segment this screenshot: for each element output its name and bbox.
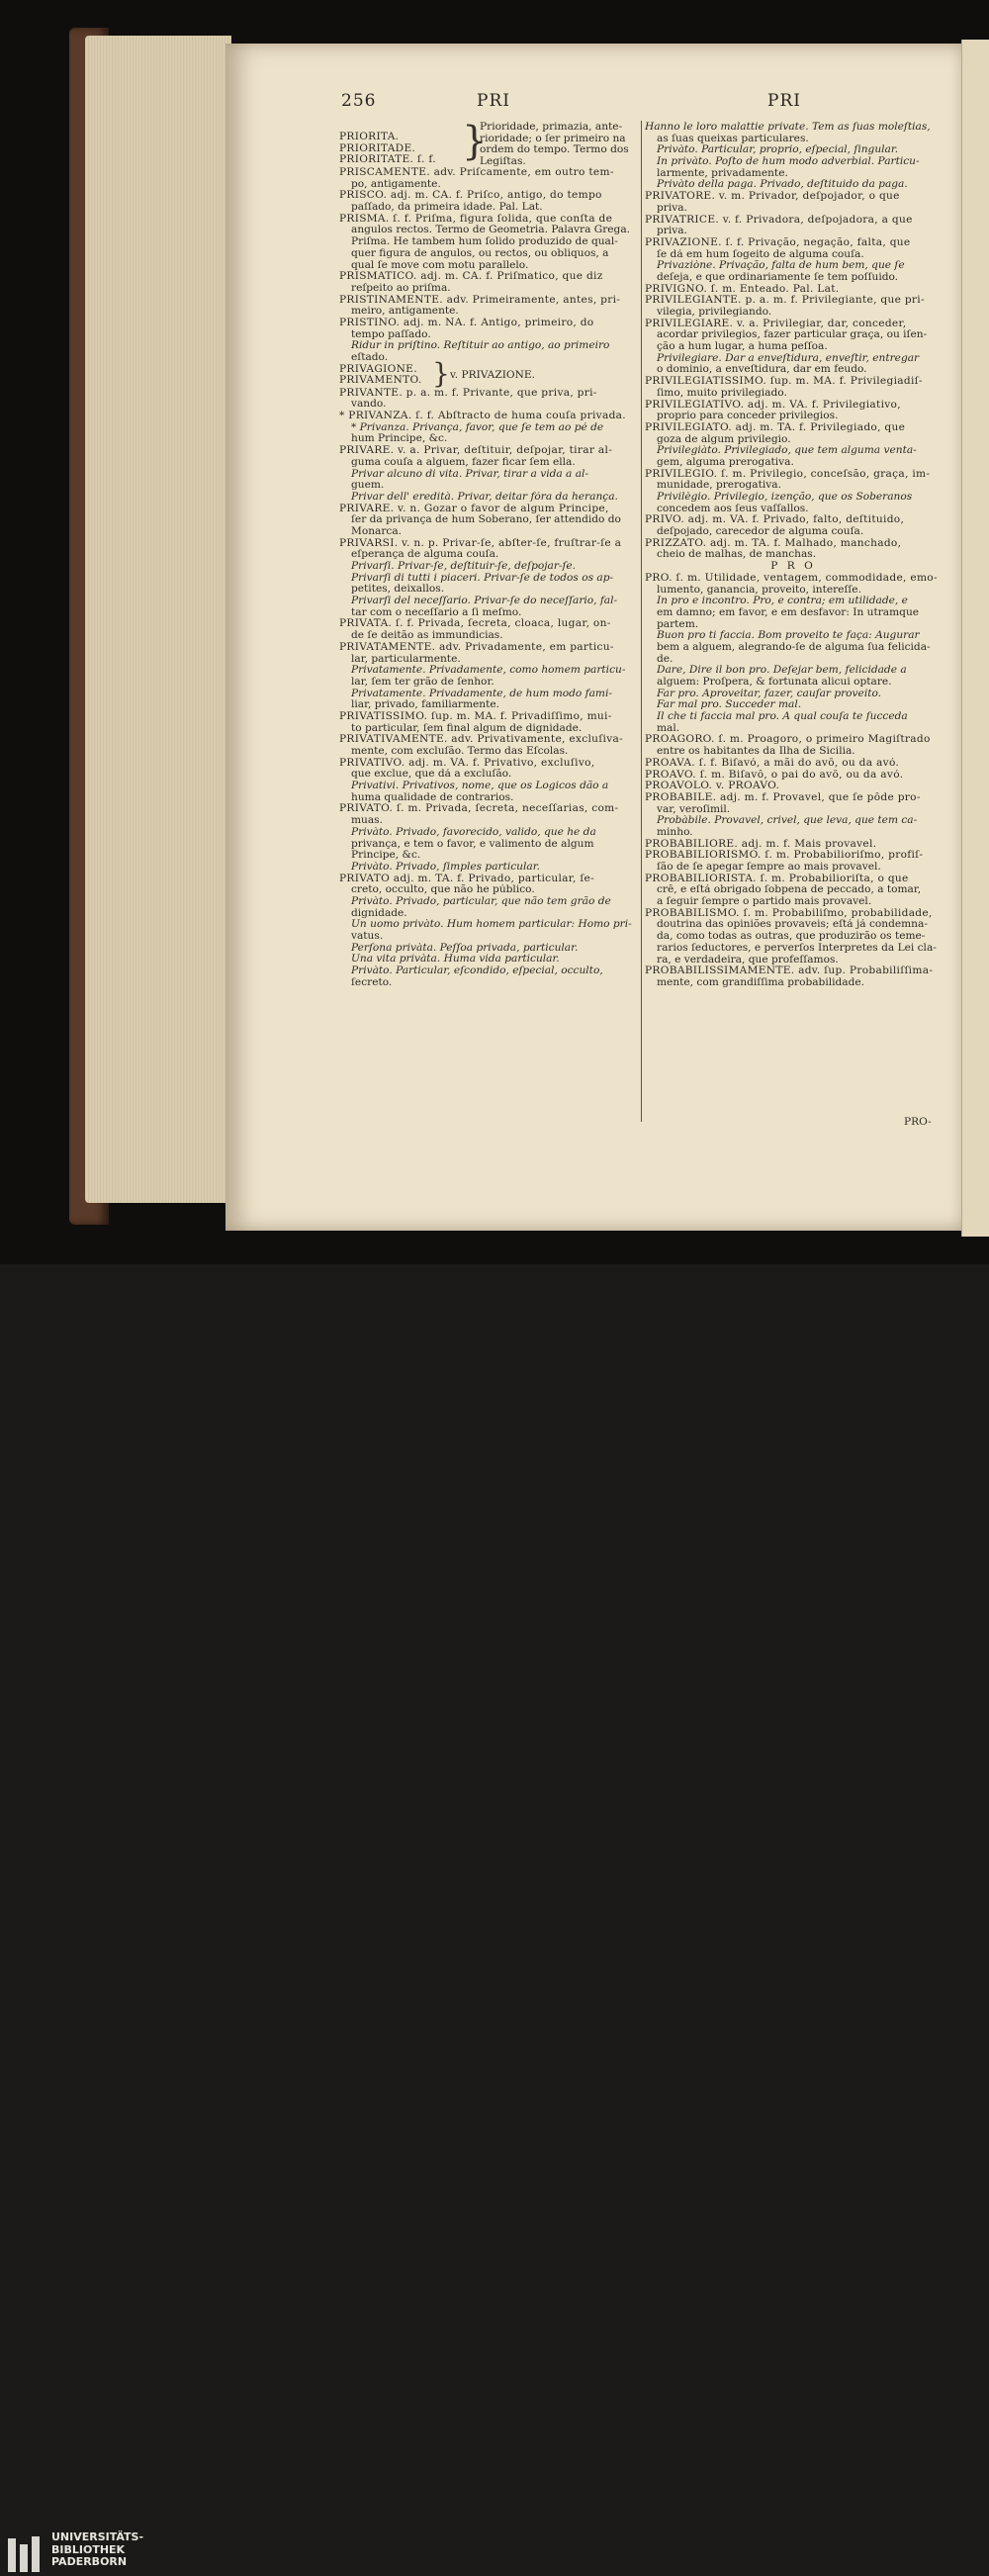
entry-line: PRIVATORE. v. m. Privador, deſpojador, o que — [645, 191, 900, 203]
entry-line: cheio de malhas, de manchas. — [657, 549, 817, 561]
entry-line: PRISCAMENTE. adv. Priſcamente, em outro tem- — [339, 167, 614, 178]
entries-block-4 — [645, 573, 942, 989]
entries-block-3 — [645, 122, 942, 561]
entry-line: Privaziòne. Privação, falta de hum bem, que ſe — [657, 260, 905, 272]
entry-line: Privàto. Privado, particular, que não tem grão de — [351, 895, 611, 907]
entry-line: Ridur in priſtino. Reſtituir ao antigo, ao primeiro — [351, 340, 610, 352]
term: PRIVAMENTO. — [339, 375, 422, 387]
adjacent-page — [961, 40, 989, 1237]
entry-line: Probàbile. Provavel, crivel, que leva, que tem ca- — [657, 815, 918, 827]
entry-line: In pro e incontro. Pro, e contra; em utilidade, e — [657, 596, 908, 607]
entry-line: PRÒAVA. ſ. f. Biſavó, a mãi do avô, ou da avó. — [645, 757, 900, 769]
entry-line: Dare, Dire il bon pro. Deſejar bem, felicidade a — [657, 665, 907, 677]
entry-line: munidade, prerogativa. — [657, 480, 781, 492]
entries-block-2 — [339, 388, 636, 989]
page-number: 256 — [341, 91, 377, 111]
entry-line: lar, ſem ter grão de ſenhor. — [351, 676, 494, 688]
entry-line: mente, com excluſão. Termo das Eſcolas. — [351, 746, 569, 757]
entry-group-priorita — [339, 119, 636, 168]
entry-line: ra, e verdadeira, que profeſſamos. — [657, 954, 839, 966]
entry-line: deſeja, e que ordinariamente ſe tem poſſuido. — [657, 271, 899, 283]
entry-line: PRISCO. adj. m. CA. f. Priſco, antigo, do tempo — [339, 190, 602, 202]
entry-line: PRIVARE. v. n. Gozar o favor de algum Principe, — [339, 503, 609, 514]
entry-line: em damno; em favor, e em desfavor: In utramque — [657, 606, 920, 618]
running-head-left: PRI — [477, 91, 510, 111]
entry-line: da, como todas as outras, que produzirão os teme- — [657, 931, 926, 943]
entry-line: liar, privado, familiarmente. — [351, 699, 500, 711]
entry-line: ſimo, muito privilegiado. — [657, 387, 787, 399]
entry-line: acordar privilegios, fazer particular graça, ou iſen- — [657, 329, 928, 341]
definition-line: Prioridade, primazia, ante- — [480, 122, 623, 133]
entry-line: goza de algum privilegio. — [657, 433, 791, 445]
entry-line: Un uomo privàto. Hum homem particular: Homo pri- — [351, 919, 632, 931]
library-name — [51, 2531, 143, 2569]
entry-line: mente, com grandiſſima probabilidade. — [657, 976, 865, 988]
entry-line: eſperança de alguma couſa. — [351, 549, 499, 561]
entry-line: lar, particularmente. — [351, 653, 461, 665]
entry-line: entre os habitantes da Ilha de Sicilia. — [657, 746, 855, 758]
entry-line: * Privanza. Privança, favor, que ſe tem ao pé de — [351, 421, 604, 433]
entry-line: Privilegiare. Dar a enveſtidura, enveſtir, entregar — [657, 352, 920, 364]
entry-line: Privar dell' eredità. Privar, deitar fóra da herança. — [351, 491, 618, 503]
entry-line: Il che ti faccia mal pro. A qual couſa te ſucceda — [657, 711, 908, 723]
entry-line: alguem: Proſpera, & fortunata alicui optare. — [657, 677, 892, 688]
entry-line: guma couſa a alguem, fazer ficar ſem ella. — [351, 456, 576, 468]
entry-line: PRÒAVO. ſ. m. Biſavô, o pai do avô, ou da avó. — [645, 769, 904, 781]
entry-line: doutrina das opiniões provaveis; eſtá já condemna- — [657, 919, 928, 931]
running-head-right: PRI — [767, 91, 801, 111]
entry-line: po, antigamente. — [351, 178, 441, 190]
entry-line: PRIVIGNO. ſ. m. Enteado. Pal. Lat. — [645, 283, 840, 295]
entry-line: Privàto. Privado, ſimples particular. — [351, 861, 540, 873]
entry-line: que exclue, que dá a excluſão. — [351, 769, 512, 781]
entry-line: qual ſe move com motu parallelo. — [351, 259, 529, 271]
entry-line: PRIVILEGIATÌVO. adj. m. VA. f. Privilegiativo, — [645, 399, 901, 411]
entry-line: ção a hum lugar, a huma peſſoa. — [657, 341, 828, 353]
group-terms — [339, 364, 422, 387]
left-column — [339, 119, 636, 988]
library-logo-icon — [6, 2534, 45, 2576]
entry-line: PRIVANTE. p. a. m. f. Privante, que priva, pri- — [339, 387, 597, 399]
group-definition: v. PRIVAZIONE. — [450, 369, 535, 381]
entry-line: Buon pro ti faccia. Bom proveito te faça: Augurar — [657, 630, 920, 642]
entry-line: Privilegiàto. Privilegiado, que tem alguma venta- — [657, 445, 917, 457]
definition-line: ordem do tempo. Termo dos — [480, 144, 629, 156]
entry-line: petites, deixallos. — [351, 584, 445, 596]
entry-line: Privàto. Particular, eſcondido, eſpecial, occulto, — [351, 966, 603, 977]
entry-line: PROBABILIORE. adj. m. f. Mais provavel. — [645, 838, 877, 850]
entry-line: tar com o neceſſario a ſi meſmo. — [351, 606, 522, 618]
entry-line: ſão de ſe apegar ſempre ao mais provavel. — [657, 862, 881, 873]
entry-line: vatus. — [351, 931, 384, 942]
entry-line: eſtado. — [351, 352, 389, 363]
entry-line: PRIVARE. v. a. Privar, deſtituir, deſpojar, tirar al- — [339, 445, 613, 457]
right-column — [645, 122, 942, 989]
entry-line: Perſona privàta. Peſſoa privada, particular. — [351, 942, 579, 954]
entry-line: concedem aos ſeus vaſſallos. — [657, 503, 809, 514]
entry-line: PROBÀBILE. adj. m. f. Provavel, que ſe pôde pro- — [645, 791, 921, 803]
brace-icon: } — [462, 119, 488, 164]
term: PRIORITATE. ſ. f. — [339, 154, 436, 166]
entry-line: PRISTINO. adj. m. NA. f. Antigo, primeiro, do — [339, 317, 594, 328]
entry-line: priva. — [657, 202, 687, 214]
column-divider — [641, 121, 642, 1122]
entry-line: PRISMA. ſ. f. Priſma, figura ſolida, que conſta de — [339, 213, 613, 225]
entry-line: Privàto. Particular, proprio, eſpecial, ſingular. — [657, 144, 899, 156]
entry-line: In privàto. Poſto de hum modo adverbial. Particu- — [657, 156, 920, 168]
entry-line: PRIZZATO. adj. m. TA. f. Malhado, manchado, — [645, 537, 902, 549]
entry-line: Privàto. Privado, favorecido, valido, que he da — [351, 826, 596, 838]
entry-line: PRIVATIVAMENTE. adv. Privativamente, excluſiva- — [339, 734, 623, 746]
entry-line: Privatamente. Privadamente, de hum modo fami- — [351, 688, 612, 699]
entry-line: PRIVATISSIMO. ſup. m. MA. f. Privadiſſimo, mui- — [339, 710, 612, 722]
entry-line: Una vita privàta. Huma vida particular. — [351, 954, 560, 966]
entry-line: muas. — [351, 815, 383, 827]
entry-line: Monarca. — [351, 525, 403, 537]
library-line: UNIVERSITÄTS- — [51, 2530, 144, 2543]
section-heading: P R O — [770, 561, 816, 573]
entry-line: gem, alguma prerogativa. — [657, 456, 794, 468]
entry-line: PRIVILEGIATO. adj. m. TA. f. Privilegiado, que — [645, 421, 906, 433]
entry-line: PRIVILÈGIO. ſ. m. Privilegio, conceſsão, graça, im- — [645, 468, 931, 480]
entry-line: PROBABILIORISTA. ſ. m. Probabilioriſta, o que — [645, 873, 909, 884]
entry-line: vilegia, privilegiando. — [657, 307, 772, 318]
entry-line: PRIVÀTA. ſ. f. Privada, ſecreta, cloaca, lugar, on- — [339, 618, 611, 630]
entry-line: Privilègio. Privilegio, izenção, que os Soberanos — [657, 492, 913, 503]
entry-line: dignidade. — [351, 907, 407, 919]
entry-line: PRISMÀTICO. adj. m. CA. f. Priſmatico, que diz — [339, 271, 603, 283]
entry-line: lumento, ganancia, proveito, intereſſe. — [657, 584, 861, 596]
entry-line: PRIVILEGIATISSIMO. ſup. m. MA. f. Privilegiadiſ- — [645, 376, 923, 388]
entry-line: Far mal pro. Succeder mal. — [657, 699, 802, 711]
entry-line: ſecreto. — [351, 976, 393, 988]
entry-line: PROBABILIORISMO. ſ. m. Probabilioriſmo, profiſ- — [645, 850, 924, 862]
scan-area — [0, 0, 989, 1264]
catchword: PRO- — [904, 1116, 932, 1128]
entry-line: Principe, &c. — [351, 850, 421, 862]
entry-line: Privarſi. Privar-ſe, deſtituir-ſe, deſpojar-ſe. — [351, 561, 577, 572]
library-line: PADERBORN — [51, 2555, 128, 2568]
page-edges — [85, 36, 231, 1203]
entries-block-1 — [339, 167, 636, 364]
entry-line: a ſeguir ſempre o partido mais provavel. — [657, 896, 872, 908]
entry-line: * PRIVANZA. ſ. f. Abſtracto de huma couſa privada. — [339, 411, 626, 422]
entry-line: privança, e tem o favor, e valimento de algum — [351, 838, 594, 850]
entry-line: de. — [657, 653, 674, 665]
group-terms — [339, 132, 436, 166]
entry-line: PROBABILISSIMAMENTE. adv. ſup. Probabiliſſima- — [645, 966, 934, 977]
entry-line: Privativi. Privativos, nome, que os Logicos dão a — [351, 781, 609, 792]
library-line: BIBLIOTHEK — [51, 2542, 126, 2556]
entry-line: huma qualidade de contrarios. — [351, 791, 514, 803]
entry-line: PRIVATIVO. adj. m. VA. f. Privativo, excluſivo, — [339, 757, 595, 769]
entry-line: rarios ſeductores, e perverſos Interpretes da Lei cla- — [657, 942, 937, 954]
entry-line: to particular, ſem final algum de dignidade. — [351, 722, 583, 734]
entry-line: Privar alcuno di vita. Privar, tirar a vida a al- — [351, 468, 589, 480]
entry-line: Far pro. Aproveitar, fazer, cauſar proveito. — [657, 688, 882, 699]
entry-line: vando. — [351, 399, 387, 411]
entry-line: deſpojado, carecedor de alguma couſa. — [657, 526, 864, 538]
entry-line: partem. — [657, 618, 699, 630]
entry-line: Privatamente. Privadamente, como homem particu- — [351, 665, 626, 677]
definition-line: rioridade; o ſer primeiro na — [480, 133, 626, 144]
entry-line: PRIVARSI. v. n. p. Privar-ſe, abſter-ſe, fruſtrar-ſe a — [339, 537, 622, 549]
entry-line: hum Principe, &c. — [351, 433, 448, 445]
group-definition — [480, 122, 629, 168]
entry-line: priva. — [657, 226, 687, 237]
term: PRIORITADE. — [339, 142, 416, 154]
entry-line: PRIVATAMENTE. adv. Privadamente, em particu- — [339, 641, 614, 653]
entry-line: proprio para conceder privilegios. — [657, 411, 839, 422]
entry-line: ſer da privança de hum Soberano, ſer attendido do — [351, 514, 621, 526]
entry-line: guem. — [351, 480, 385, 492]
entry-line: PROÀVOLO. v. PRÒAVO. — [645, 781, 780, 792]
entry-line: PRO. ſ. m. Utilidade, ventagem, commodidade, emo- — [645, 572, 938, 584]
footer-bar — [0, 1264, 989, 2568]
entry-line: crê, e eſtá obrigado ſobpena de peccado, a tomar, — [657, 884, 922, 896]
entry-line: paſſado, da primeira idade. Pal. Lat. — [351, 202, 543, 214]
entry-line: as ſuas queixas particulares. — [657, 133, 809, 144]
entry-line: reſpeito ao priſma. — [351, 282, 451, 294]
entry-line: PRIVATRÌCE. v. f. Privadora, deſpojadora, a que — [645, 214, 913, 226]
entry-line: angulos rectos. Termo de Geometria. Palavra Grega. — [351, 225, 631, 236]
entry-line: PRIVO. adj. m. VA. f. Privado, falto, deſtituido, — [645, 514, 905, 526]
entry-line: Privàto della paga. Privado, deſtituido da paga. — [657, 179, 908, 191]
entry-line: PRISTINAMENTE. adv. Primeiramente, antes, pri- — [339, 294, 621, 306]
entry-line: de ſe deitão as immundicias. — [351, 630, 503, 642]
entry-line: tempo paſſado. — [351, 328, 431, 340]
entry-line: ſe dá em hum ſogeito de alguma couſa. — [657, 248, 864, 260]
entry-line: Privarſi del neceſſario. Privar-ſe do neceſſario, fal- — [351, 596, 618, 607]
definition-line: Legiſtas. — [480, 156, 526, 168]
entry-line: PROAGORO. ſ. m. Proagoro, o primeiro Magiſtrado — [645, 734, 931, 746]
entry-line: creto, occulto, que não he público. — [351, 884, 535, 896]
entry-line: minho. — [657, 826, 693, 838]
entry-line: bem a alguem, alegrando-ſe de alguma ſua felicida- — [657, 641, 931, 653]
entry-line: Hanno le loro malattie private. Tem as ſuas moleſtias, — [645, 122, 931, 133]
term: PRIVAGIÒNE. — [339, 363, 417, 375]
entry-line: PRIVILEGIANTE. p. a. m. f. Privilegiante, que pri- — [645, 295, 925, 307]
entry-line: Priſma. He tambem hum ſolido produzido de qual- — [351, 236, 618, 248]
entry-line: PRIVAZIÒNE. ſ. f. Privação, negação, falta, que — [645, 236, 911, 248]
entry-line: PRIVÀTO adj. m. TA. f. Privado, particular, ſe- — [339, 873, 595, 884]
entry-line: var, veroſimil. — [657, 803, 731, 815]
entry-line: PROBABILISMO. ſ. m. Probabiliſmo, probabilidade, — [645, 907, 933, 919]
entry-line: meiro, antigamente. — [351, 306, 459, 318]
entry-line: Privarſi di tutti i piaceri. Privar-ſe de todos os ap- — [351, 572, 614, 584]
entry-line: PRIVILEGIARE. v. a. Privilegiar, dar, conceder, — [645, 318, 907, 329]
entry-line: quer figura de angulos, ou rectos, ou obliquos, a — [351, 247, 609, 259]
term: PRIORITÀ. — [339, 132, 400, 142]
entry-line: o dominio, a enveſtidura, dar em feudo. — [657, 364, 867, 376]
brace-icon: } — [432, 356, 450, 390]
entry-line: mal. — [657, 722, 680, 734]
entry-line: larmente, privadamente. — [657, 167, 788, 179]
entry-line: PRIVATO. ſ. m. Privada, ſecreta, neceſſarias, com- — [339, 803, 619, 815]
